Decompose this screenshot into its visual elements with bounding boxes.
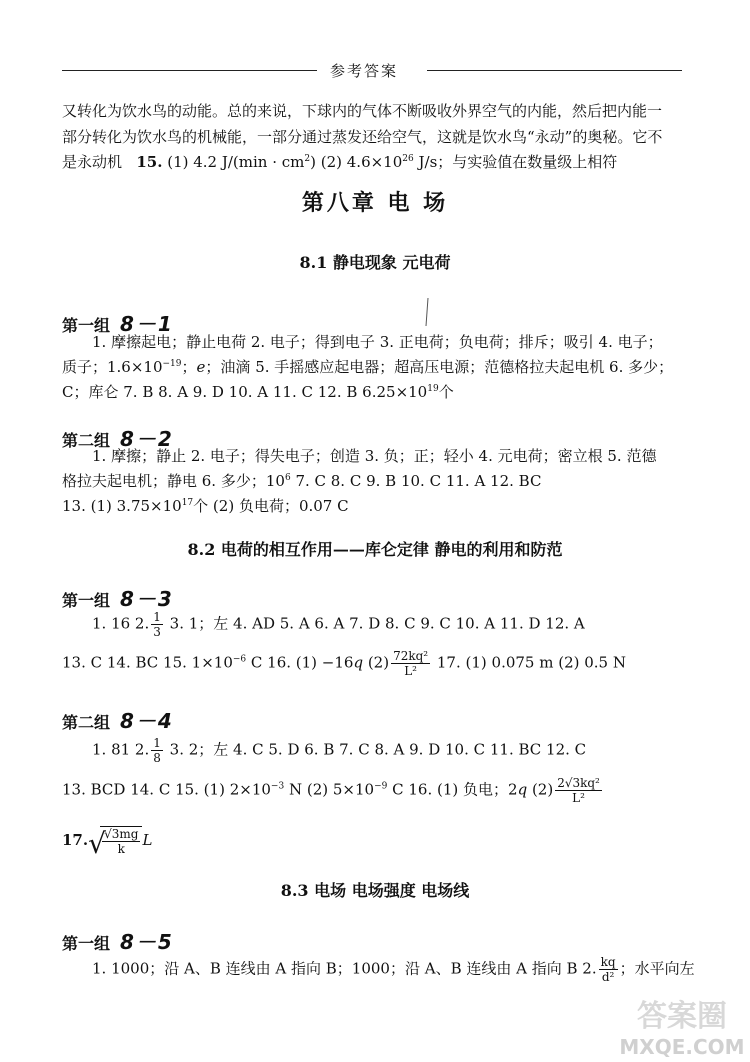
fraction xyxy=(102,827,140,856)
group-heading-8-5 xyxy=(62,926,174,955)
numerator: 2√3kq² xyxy=(557,776,600,790)
answer-text: (1) 4.2 J/(min · cm xyxy=(167,153,305,171)
superscript: −6 xyxy=(232,654,247,665)
radical-sign: √ xyxy=(88,827,106,860)
numerator: 72kq² xyxy=(393,649,429,663)
denominator: 8 xyxy=(153,751,161,765)
answer-line xyxy=(92,736,586,765)
answer-line xyxy=(62,776,604,805)
denominator: L² xyxy=(404,664,417,678)
answer-text: ； xyxy=(181,358,197,376)
numerator: 1 xyxy=(153,610,161,624)
header-title: 参考答案 xyxy=(330,62,399,80)
fraction xyxy=(151,610,163,639)
group-heading-8-4 xyxy=(62,705,174,734)
fraction xyxy=(599,955,618,984)
fraction xyxy=(391,649,430,678)
watermark-logo xyxy=(618,990,748,1060)
superscript: 6 xyxy=(284,473,291,483)
answer-text: 1. 16 2. xyxy=(92,614,150,633)
group-label: 第二组 xyxy=(62,713,111,732)
intro-line-2: 部分转化为饮水鸟的机械能，一部分通过蒸发还给空气，这就是饮水鸟“永动”的奥秘。它不 xyxy=(62,128,663,146)
numerator: √3mg xyxy=(104,827,139,841)
stray-pen-mark xyxy=(424,298,430,328)
intro-line-3 xyxy=(62,150,617,174)
answer-text: ) (2) 4.6×10 xyxy=(310,153,403,171)
answer-text: 3. 2；左 4. C 5. D 6. B 7. C 8. A 9. D 10. C 11. BC 12. C xyxy=(164,740,587,759)
answer-text: 3. 1；左 4. AD 5. A 6. A 7. D 8. C 9. C 10. A 11. D 12. A xyxy=(164,614,585,633)
answer-line xyxy=(62,826,153,860)
group-code: 8－1 xyxy=(120,312,174,336)
answer-text: (2) xyxy=(527,780,554,799)
answer-line: 1. 摩擦；静止 2. 电子；得失电子；创造 3. 负；正；轻小 4. 元电荷；密立根 5. 范德 xyxy=(92,447,657,465)
answer-text: 个 xyxy=(438,383,454,401)
answer-text: 13. (1) 3.75×10 xyxy=(62,497,182,515)
page-header xyxy=(62,60,682,80)
answer-line xyxy=(92,955,695,984)
watermark-text: 答案圈 xyxy=(637,999,727,1034)
answer-text: 13. C 14. BC 15. 1×10 xyxy=(62,653,233,672)
fraction xyxy=(151,736,163,765)
square-root xyxy=(88,826,142,860)
answer-line xyxy=(62,469,541,493)
group-code: 8－4 xyxy=(120,709,174,733)
answer-text: 1. 1000；沿 A、B 连线由 A 指向 B；1000；沿 A、B 连线由 A 指向 B 2. xyxy=(92,959,597,978)
group-code: 8－5 xyxy=(120,930,174,954)
superscript: −19 xyxy=(162,359,182,369)
answer-line xyxy=(62,355,673,379)
superscript: 19 xyxy=(427,384,439,394)
section-title-8-1: 8.1 静电现象 元电荷 xyxy=(299,253,451,272)
denominator: L² xyxy=(572,791,585,805)
header-rule-right xyxy=(427,70,682,71)
answer-line xyxy=(62,649,626,678)
denominator: 3 xyxy=(153,625,161,639)
group-label: 第一组 xyxy=(62,591,111,610)
question-number: 17. xyxy=(62,831,89,849)
variable: e xyxy=(196,358,206,376)
group-code: 8－2 xyxy=(120,427,174,451)
fraction xyxy=(555,776,602,805)
answer-text: C；库仑 7. B 8. A 9. D 10. A 11. C 12. B 6.25×10 xyxy=(62,383,428,401)
section-title-8-3: 8.3 电场 电场强度 电场线 xyxy=(280,881,470,900)
intro-line-1: 又转化为饮水鸟的动能。总的来说，下球内的气体不断吸收外界空气的内能，然后把内能一 xyxy=(62,102,663,120)
answer-text: (2) xyxy=(363,653,390,672)
answer-text: ；油滴 5. 手摇感应起电器；超高压电源；范德格拉夫起电机 6. 多少； xyxy=(205,358,674,376)
answer-text: C 16. (1) −16 xyxy=(246,653,354,672)
answer-text: 13. BCD 14. C 15. (1) 2×10 xyxy=(62,780,271,799)
superscript: 17 xyxy=(181,498,194,508)
superscript: −3 xyxy=(270,781,285,792)
answer-text: 质子；1.6×10 xyxy=(62,358,163,376)
group-label: 第二组 xyxy=(62,431,111,450)
variable: L xyxy=(142,831,153,849)
question-number: 15. xyxy=(136,153,163,171)
numerator: 1 xyxy=(153,736,161,750)
section-title-8-2: 8.2 电荷的相互作用——库仑定律 静电的利用和防范 xyxy=(187,540,563,559)
answer-text: 格拉夫起电机；静电 6. 多少；10 xyxy=(62,472,285,490)
answer-line xyxy=(62,494,349,518)
answer-text: 1. 81 2. xyxy=(92,740,150,759)
answer-text: 个 (2) 负电荷；0.07 C xyxy=(193,497,349,515)
watermark-url: MXQE.COM xyxy=(619,1035,745,1059)
answer-text: C 16. (1) 负电；2 xyxy=(387,780,518,799)
answer-text: N (2) 5×10 xyxy=(284,780,375,799)
superscript: −9 xyxy=(374,781,388,792)
answer-text: 7. C 8. C 9. B 10. C 11. A 12. BC xyxy=(290,472,542,490)
numerator: kq xyxy=(600,955,616,969)
intro-text: 是永动机 xyxy=(62,153,123,171)
radicand xyxy=(100,826,142,856)
denominator: k xyxy=(117,842,125,856)
superscript: 2 xyxy=(304,154,311,164)
variable: q xyxy=(353,653,364,672)
chapter-title: 第八章 电 场 xyxy=(301,190,449,216)
group-label: 第一组 xyxy=(62,934,111,953)
header-rule-left xyxy=(62,70,317,71)
answer-text: 17. (1) 0.075 m (2) 0.5 N xyxy=(432,653,626,672)
answer-line: 1. 摩擦起电；静止电荷 2. 电子；得到电子 3. 正电荷；负电荷；排斥；吸引 4. 电子； xyxy=(92,333,663,351)
denominator: d² xyxy=(601,970,615,984)
answer-text: J/s；与实验值在数量级上相符 xyxy=(413,153,618,171)
variable: q xyxy=(517,780,528,799)
group-heading-8-3 xyxy=(62,583,174,612)
superscript: 26 xyxy=(402,154,414,164)
group-code: 8－3 xyxy=(120,587,174,611)
group-label: 第一组 xyxy=(62,316,111,335)
answer-line xyxy=(62,380,454,404)
answer-text: ；水平向左 xyxy=(619,959,695,978)
answer-line xyxy=(92,610,585,639)
